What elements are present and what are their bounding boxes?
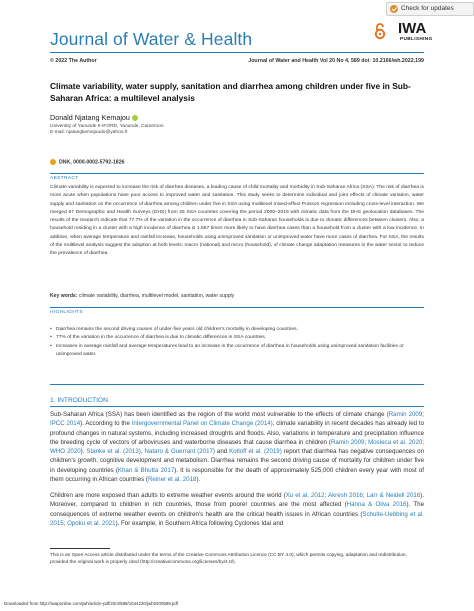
introduction-rule bbox=[50, 406, 424, 407]
paragraph-text: ). bbox=[80, 448, 87, 456]
paragraph-text: ). bbox=[196, 476, 201, 484]
paragraph-text: report that diarrhea has negative consequences on children's growth, cognitive development and metabolism. Diarrhea remains the second driving cause of mortality for children under five in developing countries ( bbox=[50, 448, 424, 474]
download-line: Downloaded from http://iwaponline.com/jwh/article-pdf/20/4/589/1044230/jwh0200589.pdf bbox=[4, 601, 179, 606]
introduction-paragraph-2 bbox=[50, 491, 424, 528]
highlights-rule bbox=[50, 307, 424, 308]
header-rule bbox=[50, 52, 424, 53]
citation-link[interactable]: Larr & Neidell 2016 bbox=[366, 492, 421, 499]
citation-link[interactable]: Ramin 2009 bbox=[388, 411, 423, 418]
highlight-item: • Diarrhea remains the second driving causes of under-five years old children's mortality in developing countries. bbox=[50, 326, 424, 334]
citation-link[interactable]: Schulte-Uebbing et al. 2015 bbox=[50, 510, 424, 527]
citation-link[interactable]: Kotloff et al. (2019) bbox=[229, 448, 282, 456]
publisher-subtitle: PUBLISHING bbox=[400, 37, 433, 42]
paragraph-text: , climate variability in recent decades has already led to profound changes in natural systems, including increased droughts and floods. Also, variations in temperature and precipitation influence the breeding cycle of vectors of arboviruses and waterborne diseases that cause diarrhea in children ( bbox=[50, 420, 425, 446]
citation-link[interactable]: Akresh 2016 bbox=[328, 492, 363, 499]
keywords-line bbox=[50, 293, 234, 299]
citation-link[interactable]: WHO 2020 bbox=[50, 448, 81, 456]
citation-link[interactable]: Xu et al. 2012 bbox=[285, 492, 325, 499]
section-rule bbox=[50, 384, 424, 385]
open-access-icon bbox=[374, 22, 386, 40]
highlight-item: • 77% of the variation in the occurrence of diarrhea is due to climatic differences in SSA countries. bbox=[50, 334, 424, 342]
affiliation-email[interactable]: E-mail: njatangkemajoudo@yahoo.fr bbox=[50, 130, 128, 135]
introduction-paragraph-1 bbox=[50, 410, 424, 484]
abstract-heading: ABSTRACT bbox=[50, 176, 79, 181]
paragraph-text: Sub-Saharan Africa (SSA) has been identified as the region of the world most vulnerable to the effects of climate change ( bbox=[50, 411, 389, 418]
orcid-icon bbox=[50, 159, 56, 165]
paragraph-text: ). For example, in Southern Africa following Cyclones Idai and bbox=[115, 519, 284, 527]
citation-link[interactable]: Reiner et al. 2018 bbox=[147, 476, 197, 484]
paragraph-text: , bbox=[140, 448, 145, 456]
paragraph-text: ). Moreover, compared to children in rich countries, those from poorer countries are the most affected ( bbox=[50, 492, 424, 509]
citation-link[interactable]: Ramin 2009 bbox=[330, 438, 365, 446]
citation-line: Journal of Water and Health Vol 20 No 4, 589 doi: 10.2166/wh.2022.199 bbox=[248, 58, 424, 64]
paragraph-text: ; bbox=[324, 492, 328, 499]
publisher-logo: IWA bbox=[398, 20, 427, 37]
copyright-notice: © 2022 The Author bbox=[50, 58, 97, 64]
affiliation bbox=[50, 124, 164, 136]
abstract-rule bbox=[50, 173, 424, 174]
keywords-label: Key words: bbox=[50, 293, 78, 299]
author-name: Donald Njatang Kemajou bbox=[50, 113, 130, 122]
citation-link[interactable]: IPCC 2014 bbox=[50, 420, 81, 428]
paragraph-text: ; bbox=[364, 438, 369, 446]
citation-link[interactable]: Mosleca et al. 2020 bbox=[368, 438, 423, 446]
citation-link[interactable]: Opoku et al. 2021 bbox=[67, 519, 116, 527]
paragraph-text: ; bbox=[63, 519, 68, 527]
paragraph-text: ). It is responsible for the death of approximately 525,000 children every year with most of them occurring in African countries ( bbox=[50, 466, 424, 484]
paragraph-text: ). The consequences of extreme weather events on children's health are the critical health issues in African countries ( bbox=[50, 501, 424, 518]
orcid-icon[interactable] bbox=[132, 115, 138, 121]
citation-link[interactable]: Nataro & Guerrant (2017) bbox=[144, 448, 215, 456]
check-for-updates-button[interactable] bbox=[386, 2, 474, 16]
check-icon bbox=[390, 5, 398, 13]
paragraph-text: Children are more exposed than adults to extreme weather events around the world ( bbox=[50, 492, 286, 499]
paragraph-text: ; bbox=[362, 492, 367, 499]
citation-link[interactable]: Intergovernmental Panel on Climate Change (2014) bbox=[131, 420, 273, 428]
paragraph-text: ; bbox=[422, 438, 424, 446]
introduction-heading: 1. INTRODUCTION bbox=[50, 397, 108, 404]
paragraph-text: ). According to the bbox=[80, 420, 132, 428]
paragraph-text: ; bbox=[422, 411, 424, 418]
check-for-updates-label: Check for updates bbox=[401, 5, 454, 12]
paragraph-text: and bbox=[214, 448, 230, 456]
orcid-id[interactable]: DNK, 0000-0002-5792-1826 bbox=[59, 159, 125, 166]
keywords-list: climate variability, diarrhea, multilevel model, sanitation, water supply bbox=[78, 293, 235, 299]
license-footnote: This is an Open Access article distributed under the terms of the Creative Commons Attribution Licence (CC BY 4.0), which permits copying, adaptation and redistribution, provided the original work is properly cited (http://creativecommons.org/licenses/by/4.0/). bbox=[50, 553, 407, 565]
citation-link[interactable]: Stanke et al. (2013) bbox=[86, 448, 141, 456]
highlights-heading: HIGHLIGHTS bbox=[50, 310, 83, 315]
orcid-line bbox=[50, 159, 124, 165]
citation-link[interactable]: Khan & Bhutta 2017 bbox=[117, 466, 175, 474]
highlights-list bbox=[50, 326, 424, 359]
abstract-text: Climate variability is expected to increase the risk of diarrhea diseases, a leading cause of child mortality and morbidity in Sub-Saharan Africa (SSA). The risk of diarrhea is more acute when populations have poor access to improved water and sanitation. This study seeks to determine individual and joint effects of climate variation, water supply and sanitation on the occurrence of diarrhea among children under five in SSA using multilevel mixed-effect Poisson regression including cross-level interaction. We merged 57 Demographic and Health Surveys (DHS) from 25 SSA countries covering the period 2000–2019 with climatic data from the DHS geolocation databases. The results of the research indicate that 77.7% of the variation in the occurrence of diarrhea in Sub-Saharan households is due to climatic differences between clusters. Also, a household residing in a cluster with a high incidence of diarrhea is 1.567 times more likely to have diarrhea cases than a household from a cluster with a low incidence. In addition, when average temperature and rainfall increase, households using unimproved sanitation or unimproved water have more cases of diarrhea. For SSA, the results of the multilevel analysis suggest the adoption at both levels; macro (national) and micro (household), of climate change adaptation measures in the water sector to reduce the prevalence of diarrhea. bbox=[50, 185, 424, 257]
affiliation-institution: University of Yaounde II-IFORD, Yaounde, Cameroon bbox=[50, 124, 164, 129]
author-line bbox=[50, 113, 138, 122]
footnote-rule bbox=[50, 548, 110, 549]
journal-title: Journal of Water & Health bbox=[50, 29, 253, 49]
highlight-item: • Increases in average rainfall and average temperatures lead to an increase in the occurrence of diarrhea in households using unimproved sanitation facilities or unimproved water. bbox=[50, 343, 424, 360]
article-title: Climate variability, water supply, sanitation and diarrhea among children under five in Sub-Saharan Africa: a multilevel analysis bbox=[50, 81, 411, 103]
citation-link[interactable]: Hanna & Oliva 2016 bbox=[346, 501, 407, 509]
